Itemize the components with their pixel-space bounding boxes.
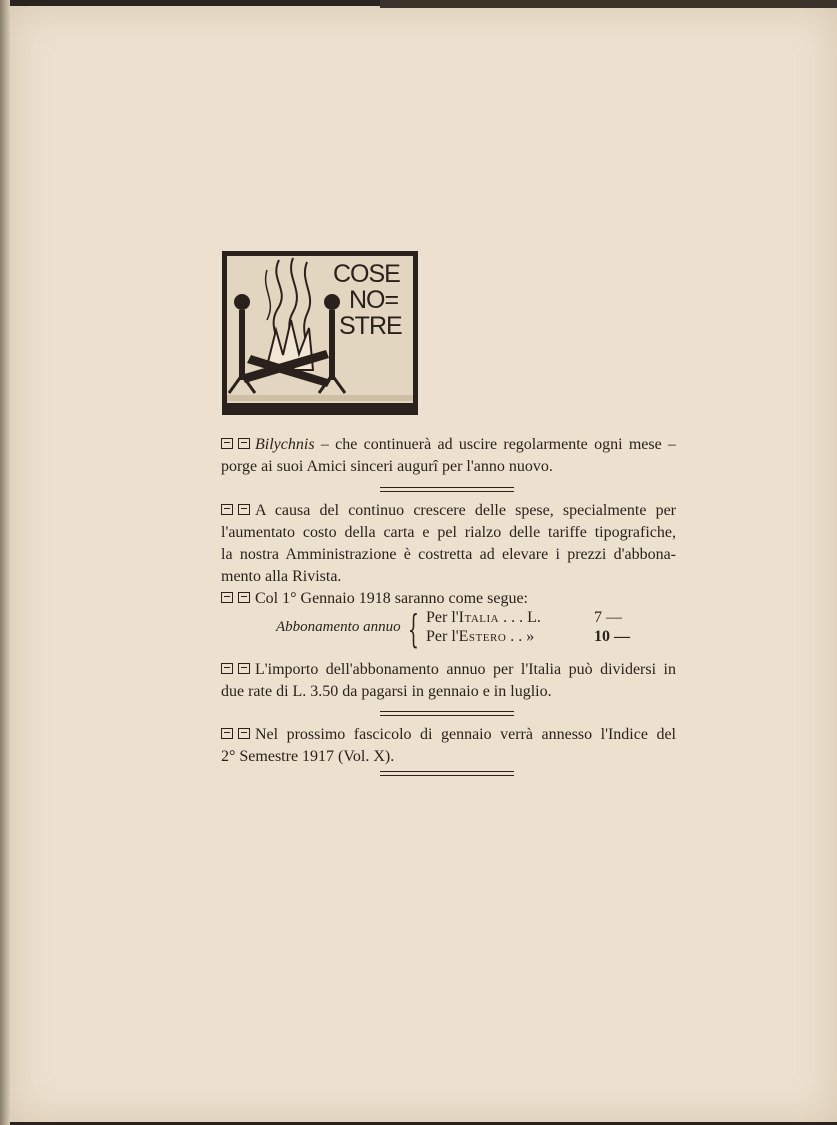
price-amount: 7 — — [594, 609, 622, 626]
divider — [380, 771, 514, 776]
bullet-box-icon — [221, 728, 233, 739]
notice-line: 2° Semestre 1917 (Vol. X). — [221, 748, 395, 765]
price-row-italia: Per l'Italia . . . L. 7 — — [426, 609, 541, 627]
page-top-shadow — [380, 0, 837, 8]
divider — [380, 487, 514, 492]
notice-line: porge ai suoi Amici sinceri augurî per l'anno nuovo. — [221, 458, 553, 475]
price-amount: 10 — — [594, 628, 630, 645]
notice-line: L'importo dell'abbonamento annuo per l'Italia può dividersi in — [221, 659, 676, 681]
journal-title: Bilychnis — [255, 436, 315, 453]
bullet-box-icon — [238, 728, 250, 739]
bullet-box-icon — [221, 663, 233, 674]
bullet-box-icon — [238, 504, 250, 515]
subscription-label: Abbonamento annuo — [276, 619, 401, 635]
notice-line: Bilychnis – che continuerà ad uscire regolarmente ogni mese – — [221, 434, 676, 456]
country-name: Italia — [458, 609, 500, 626]
emblem-word-1: COSE — [333, 260, 400, 288]
page-edge — [0, 0, 10, 1125]
emblem-word-3: STRE — [339, 312, 402, 340]
notice-line: mento alla Rivista. — [221, 568, 342, 585]
notice-line: l'aumentato costo della carta e pel rialzo delle tariffe tipografiche, — [221, 524, 676, 541]
notice-line: Nel prossimo fascicolo di gennaio verrà annesso l'Indice del — [221, 724, 676, 746]
notice-price-increase — [221, 500, 676, 610]
notice-line: due rate di L. 3.50 da pagarsi in gennaio e in luglio. — [221, 683, 552, 700]
notice-index — [221, 724, 676, 768]
bullet-box-icon — [238, 438, 250, 449]
cose-nostre-emblem — [221, 250, 419, 416]
notice-installments — [221, 659, 676, 703]
price-row-estero: Per l'Estero . . » 10 — — [426, 628, 534, 646]
subscription-price-table — [276, 609, 636, 649]
notice-line: A causa del continuo crescere delle spese, specialmente per — [221, 500, 676, 522]
bullet-box-icon — [221, 438, 233, 449]
bullet-box-icon — [221, 592, 233, 603]
country-name: Estero — [458, 628, 507, 645]
divider — [380, 711, 514, 716]
bullet-box-icon — [221, 504, 233, 515]
emblem-word-2: NO= — [349, 286, 399, 314]
notice-new-year — [221, 434, 676, 478]
brace-icon: { — [408, 607, 419, 651]
bullet-box-icon — [238, 592, 250, 603]
notice-line: Col 1° Gennaio 1918 saranno come segue: — [221, 588, 676, 610]
notice-line: la nostra Amministrazione è costretta ad elevare i prezzi d'abbona- — [221, 546, 676, 563]
bullet-box-icon — [238, 663, 250, 674]
